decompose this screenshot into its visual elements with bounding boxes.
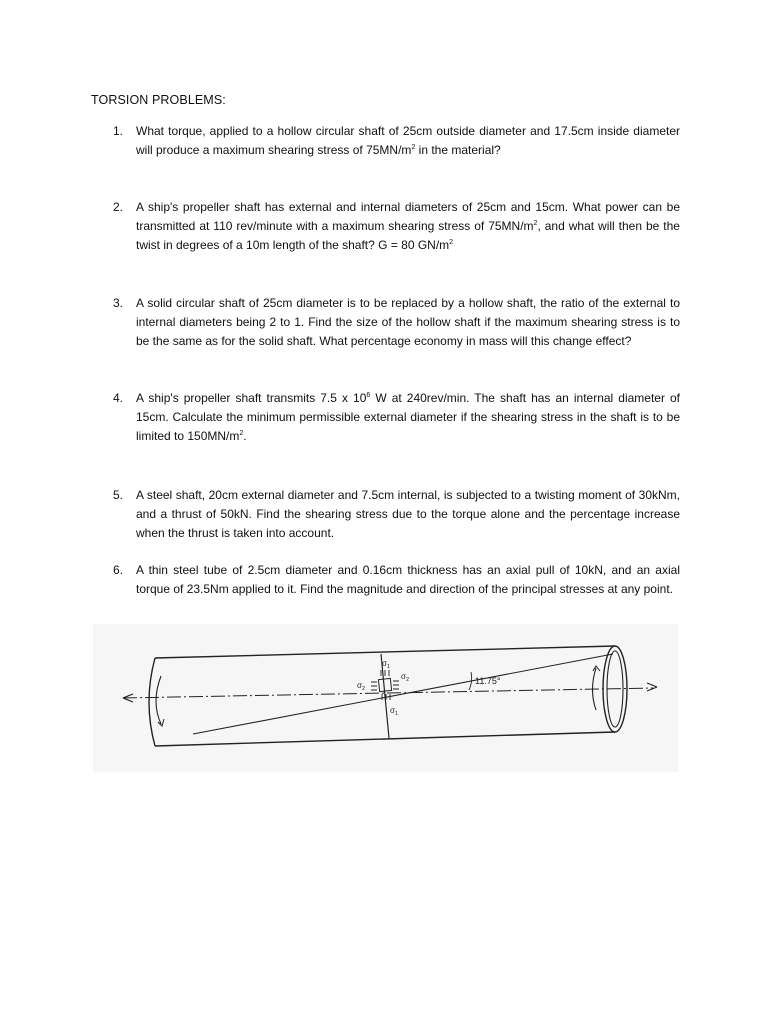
problem-text-run: .: [243, 429, 247, 443]
problem-text-run: What torque, applied to a hollow circular shaft of 25cm outside diameter and 17.5cm inside diameter will produce a maximum shearing stress of 75MN/m: [136, 124, 680, 157]
sigma2-left-label: $\sigma_2$: [357, 681, 365, 692]
problem-text-run: , and what will then be the twist in degrees of a 10m length of the shaft? G = 80 GN/m: [136, 219, 680, 252]
sigma1-top-label: $\sigma_1$: [382, 659, 390, 670]
problem-6: [113, 561, 680, 599]
problem-text-run: in the material?: [415, 143, 501, 157]
problem-text-run: A thin steel tube of 2.5cm diameter and 0.16cm thickness has an axial pull of 10kN, and an axial torque of 23.5Nm applied to it. Find the magnitude and direction of the principal stresses at any point.: [136, 563, 680, 596]
problem-text-run: A steel shaft, 20cm external diameter and 7.5cm internal, is subjected to a twisting moment of 30kNm, and a thrust of 50kN. Find the shearing stress due to the torque alone and the percentage increase when the thrust is taken into account.: [136, 488, 680, 540]
angle-label: 11.75°: [475, 676, 501, 686]
problem-3: [113, 294, 680, 351]
problem-4: [113, 389, 680, 446]
problem-text: [136, 561, 680, 599]
sigma1-bottom-label: $\sigma_1$: [390, 706, 398, 717]
problem-number: 5.: [113, 488, 124, 502]
problem-number: 6.: [113, 563, 124, 577]
tube-diagram: [93, 624, 678, 772]
problem-number: 3.: [113, 296, 124, 310]
problem-text-run: A solid circular shaft of 25cm diameter is to be replaced by a hollow shaft, the ratio of the external to internal diameters being 2 to 1. Find the size of the hollow shaft if the maximum shearing stress is to be the same as for the solid shaft. What percentage economy in mass will this change effect?: [136, 296, 680, 348]
superscript: 6: [366, 392, 371, 399]
superscript: 2: [411, 144, 416, 151]
page-title: TORSION PROBLEMS:: [91, 93, 226, 107]
problem-text-run: A ship's propeller shaft transmits 7.5 x 10: [136, 391, 367, 405]
problem-text: [136, 122, 680, 160]
superscript: 2: [239, 430, 244, 437]
problem-5: [113, 486, 680, 543]
superscript: 2: [533, 220, 538, 227]
problem-text: [136, 294, 680, 351]
problem-number: 2.: [113, 200, 124, 214]
problem-text: [136, 486, 680, 543]
problem-number: 1.: [113, 124, 124, 138]
sigma2-right-label: $\sigma_2$: [401, 672, 409, 683]
problem-text-run: W at 240rev/min. The shaft has an internal diameter of 15cm. Calculate the minimum permissible external diameter if the shearing stress in the shaft is to be limited to 150MN/m: [136, 391, 681, 443]
problem-text: [136, 198, 680, 255]
problem-text-run: A ship's propeller shaft has external and internal diameters of 25cm and 15cm. What power can be transmitted at 110 rev/minute with a maximum shearing stress of 75MN/m: [136, 200, 680, 233]
problem-2: [113, 198, 680, 255]
superscript: 2: [449, 239, 454, 246]
problem-number: 4.: [113, 391, 124, 405]
problem-text: [136, 389, 680, 446]
tube-diagram-svg: [93, 624, 678, 772]
problem-1: [113, 122, 680, 160]
